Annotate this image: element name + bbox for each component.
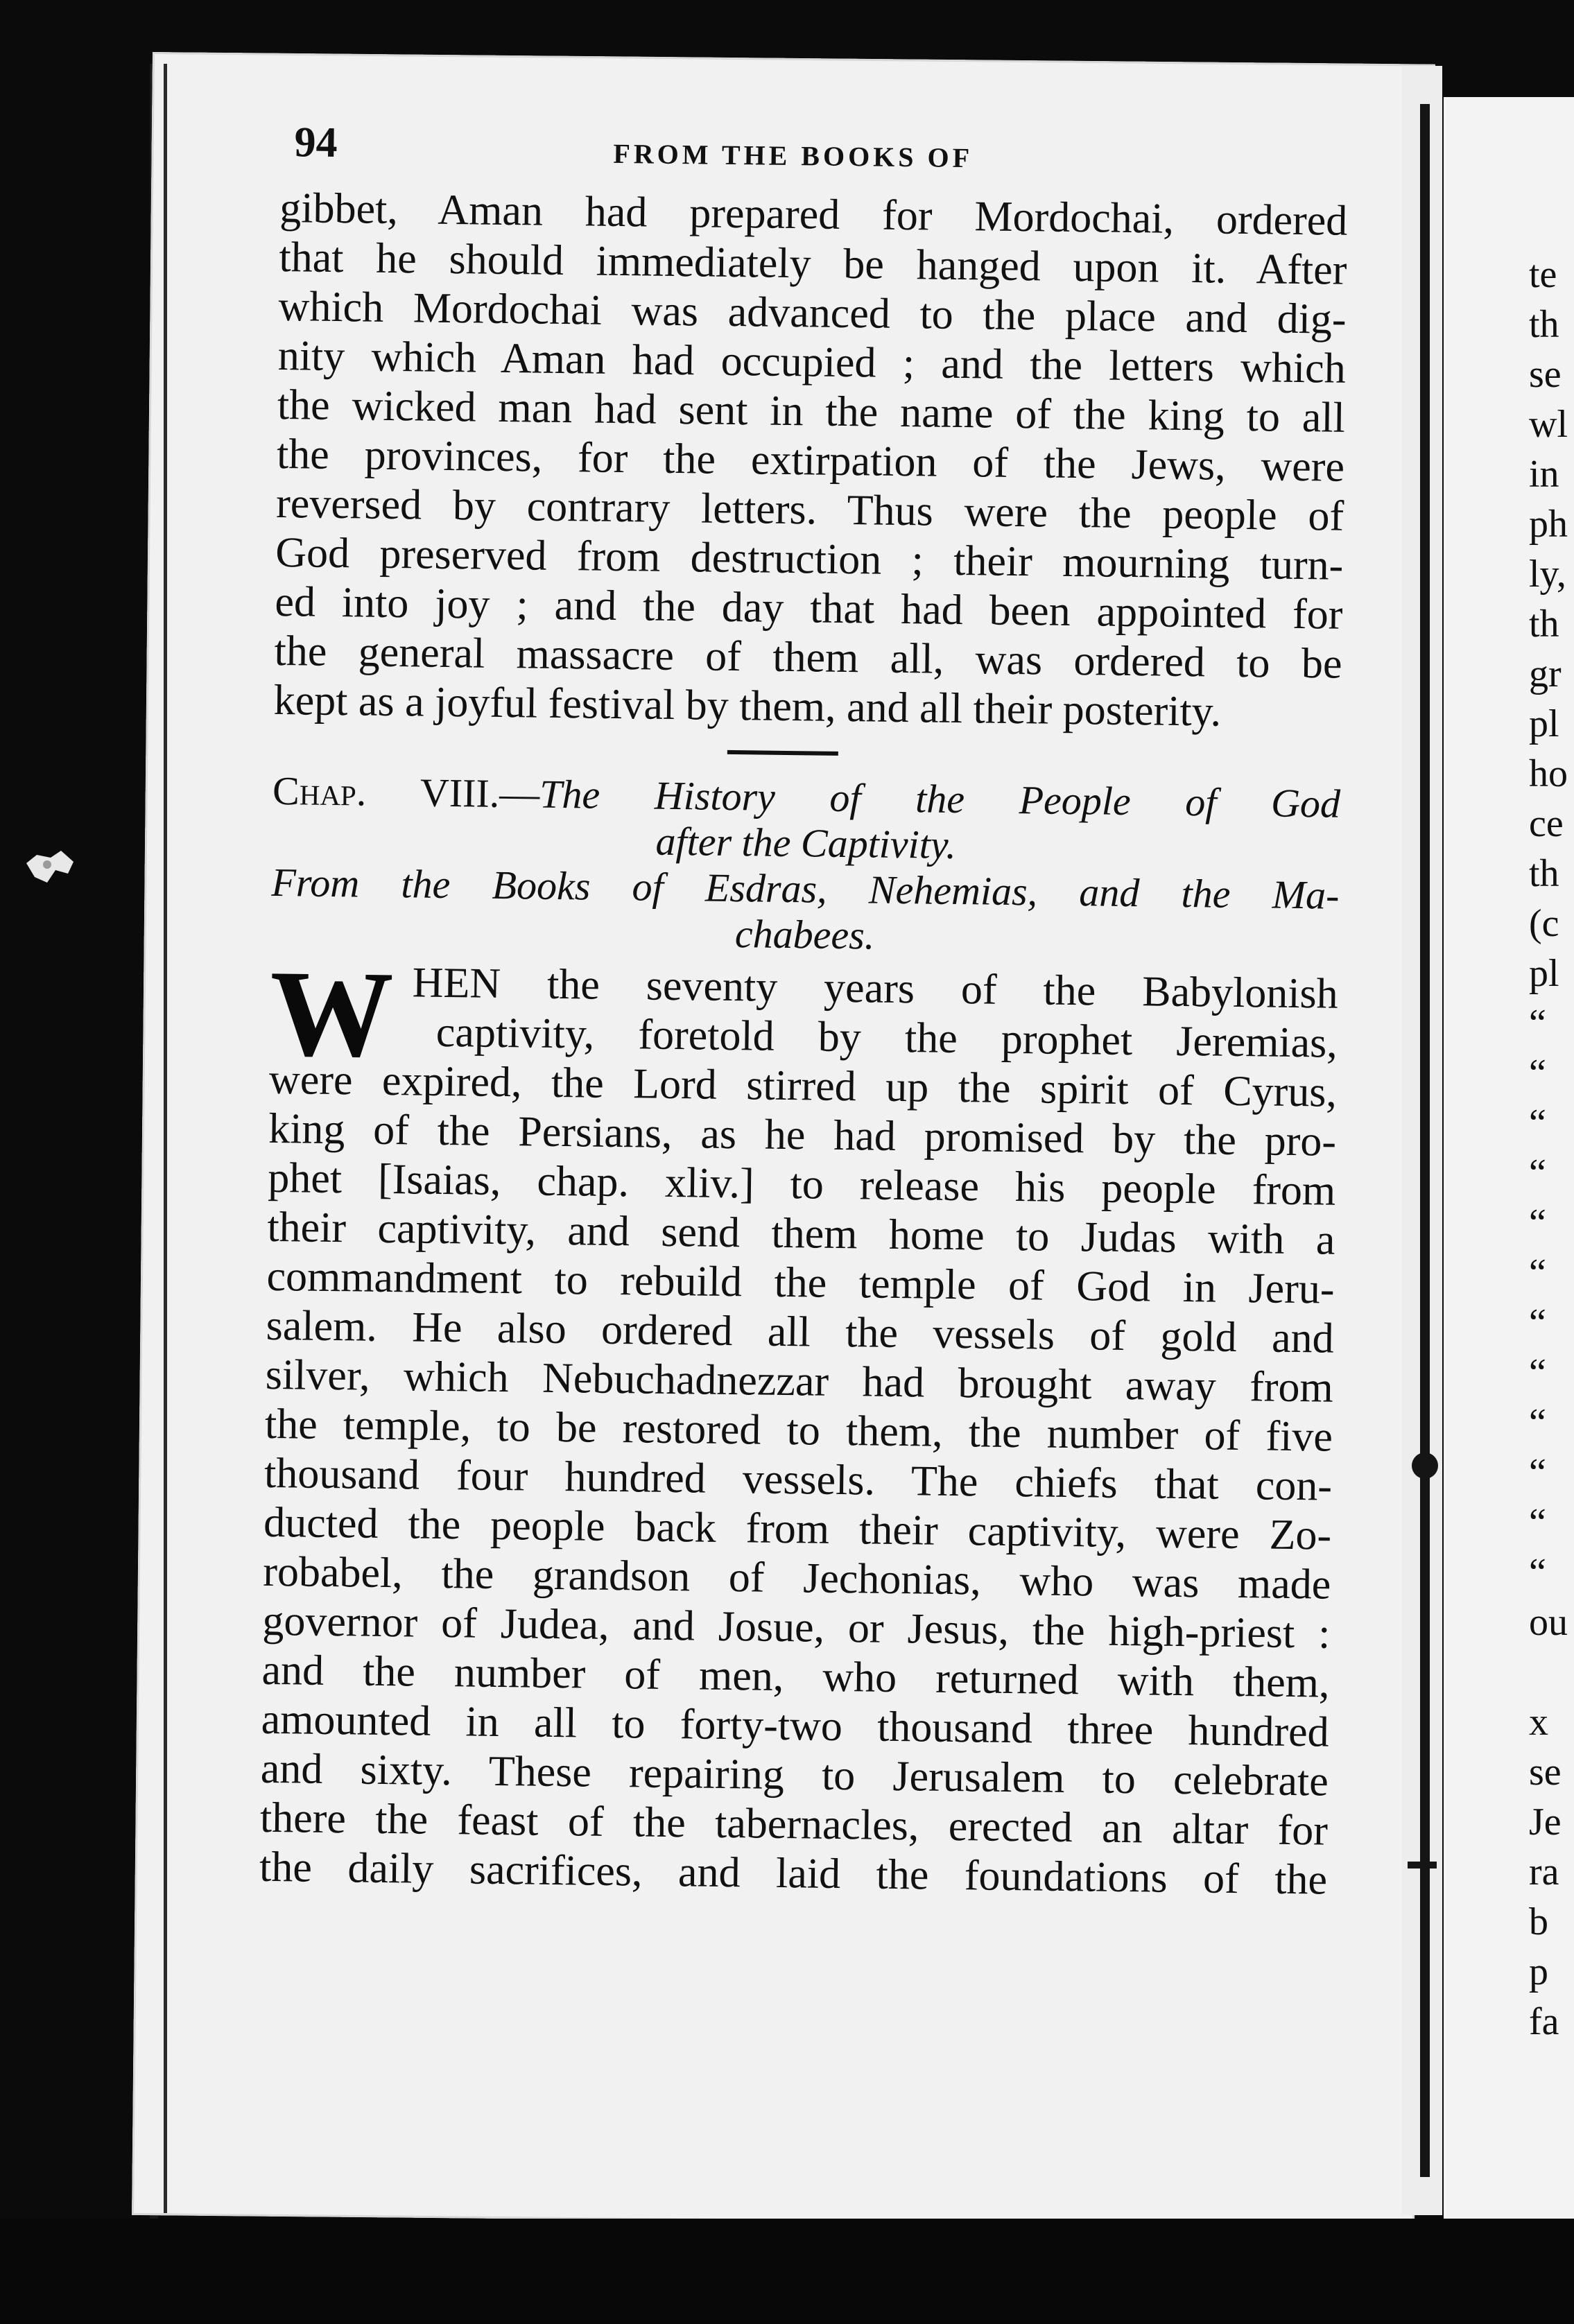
text-line: and the number of men, who returned with them, (261, 1646, 1330, 1707)
text-line: thousand four hundred vessels. The chiefs that con- (263, 1449, 1333, 1510)
facing-page-fragment: “ (1529, 1451, 1546, 1494)
facing-page-fragment: se (1529, 353, 1562, 396)
page-edge-line (164, 64, 167, 2213)
chapter-sources (270, 860, 1339, 964)
text-line: kept as a joyful festival by them, and all their posterity. (273, 676, 1222, 736)
facing-page-fragment: “ (1529, 1251, 1546, 1294)
facing-page-fragment: “ (1529, 1301, 1546, 1344)
facing-page-fragment: “ (1529, 1152, 1546, 1195)
text-line: the daily sacrifices, and laid the foundations of the (259, 1843, 1328, 1904)
facing-page-fragment (1529, 1647, 1574, 1697)
page-number: 94 (294, 119, 338, 166)
binding-thread-mark (1408, 1862, 1437, 1868)
chapter-dash: — (499, 770, 540, 817)
facing-page-fragment: fa (1529, 2000, 1559, 2043)
facing-page-fragment: (c (1529, 902, 1559, 945)
facing-page-fragment: ly, (1529, 553, 1566, 596)
facing-page-fragment: ra (1529, 1850, 1559, 1893)
text-line: salem. He also ordered all the vessels of gold and (266, 1301, 1335, 1362)
facing-page-fragment: th (1529, 303, 1559, 346)
facing-page-fragment: x (1529, 1701, 1548, 1744)
running-title: FROM THE BOOKS OF (613, 137, 974, 174)
facing-page-fragment: ou (1529, 1601, 1568, 1644)
facing-page-fragment: th (1529, 602, 1559, 645)
facing-page-fragment: se (1529, 1751, 1562, 1794)
text-line: nity which Aman had occupied ; and the letters which (277, 331, 1347, 392)
facing-page-fragment: b (1529, 1900, 1548, 1943)
page-text-block (259, 118, 1349, 1905)
text-line: captivity, foretold by the prophet Jeremias, (435, 1008, 1338, 1067)
facing-page-fragment: “ (1529, 1102, 1546, 1145)
facing-page-fragment: Je (1529, 1801, 1562, 1844)
text-line: God preserved from destruction ; their mourning turn- (275, 528, 1344, 589)
facing-page-fragment: te (1529, 253, 1557, 296)
facing-page-fragment: pl (1529, 952, 1559, 995)
chapter-title: The History of the People of God (539, 771, 1341, 826)
facing-page-fragment: p (1529, 1950, 1548, 1993)
text-line: the provinces, for the extirpation of the Jews, were (276, 430, 1345, 491)
chapter-title-continued: after the Captivity. (655, 818, 957, 867)
facing-page-fragment: “ (1529, 1351, 1546, 1394)
facing-page-text-fragments (1529, 250, 1574, 2047)
facing-page-fragment: th (1529, 852, 1559, 895)
facing-page-fragment: ce (1529, 802, 1564, 845)
text-line: that he should immediately be hanged upon it. After (279, 233, 1347, 294)
facing-page-fragment: ph (1529, 503, 1568, 546)
facing-page-fragment: “ (1529, 1401, 1546, 1444)
paragraph-esther-conclusion (273, 184, 1347, 738)
chapter-sources-line: From the Books of Esdras, Nehemias, and the Ma- (271, 859, 1340, 918)
text-line: ducted the people back from their captivity, were Zo- (263, 1498, 1332, 1559)
chapter-sources-line: chabees. (734, 911, 875, 958)
text-line: ed into joy ; and the day that had been appointed for (275, 578, 1343, 639)
paragraph-body (259, 1055, 1338, 1905)
paragraph-return-from-captivity (259, 944, 1339, 1905)
text-line: reversed by contrary letters. Thus were the people of (275, 479, 1344, 540)
text-line: and sixty. These repairing to Jerusalem to celebrate (260, 1744, 1329, 1805)
facing-page-fragment: in (1529, 453, 1559, 496)
facing-page-fragment: “ (1529, 1002, 1546, 1045)
facing-page-fragment: “ (1529, 1501, 1546, 1544)
chapter-divider-rule (727, 750, 838, 756)
text-line: their captivity, and send them home to Judas with a (267, 1203, 1335, 1264)
text-line: were expired, the Lord stirred up the spirit of Cyrus, (268, 1055, 1338, 1116)
text-line: governor of Judea, and Josue, or Jesus, the high-priest : (262, 1597, 1331, 1658)
scan-bottom-border (0, 2219, 1574, 2324)
facing-page-fragment: gr (1529, 652, 1562, 695)
drop-cap-initial: W (269, 944, 395, 1084)
text-line: silver, which Nebuchadnezzar had brought away from (265, 1351, 1334, 1412)
text-line: there the feast of the tabernacles, erected an altar for (259, 1794, 1329, 1855)
running-head (280, 118, 1349, 197)
facing-page-fragment: pl (1529, 702, 1559, 745)
text-line: the general massacre of them all, was ordered to be (274, 627, 1342, 688)
text-line: commandment to rebuild the temple of God in Jeru- (266, 1252, 1335, 1313)
text-line: which Mordochai was advanced to the place and dig- (278, 282, 1347, 343)
text-line: HEN the seventy years of the Babylonish (412, 959, 1339, 1018)
facing-page-fragment: “ (1529, 1551, 1546, 1594)
chapter-heading (272, 768, 1340, 873)
text-line: amounted in all to forty-two thousand three hundred (261, 1695, 1330, 1756)
facing-page-fragment: ho (1529, 752, 1568, 795)
facing-page-fragment: “ (1529, 1052, 1546, 1095)
facing-page-fragment: “ (1529, 1202, 1546, 1245)
text-line: gibbet, Aman had prepared for Mordochai, ordered (279, 184, 1348, 245)
text-line: the temple, to be restored to them, the number of five (264, 1400, 1333, 1461)
text-line: phet [Isaias, chap. xliv.] to release his people from (267, 1154, 1336, 1215)
paper-debris-speck (19, 842, 82, 891)
text-line: king of the Persians, as he had promised by the pro- (268, 1104, 1337, 1165)
text-line: the wicked man had sent in the name of the king to all (277, 381, 1346, 442)
binding-thread-knot (1412, 1452, 1438, 1479)
facing-page-fragment: wl (1529, 403, 1568, 446)
text-line: robabel, the grandson of Jechonias, who was made (262, 1547, 1331, 1608)
chapter-label: Chap. VIII. (272, 768, 500, 816)
